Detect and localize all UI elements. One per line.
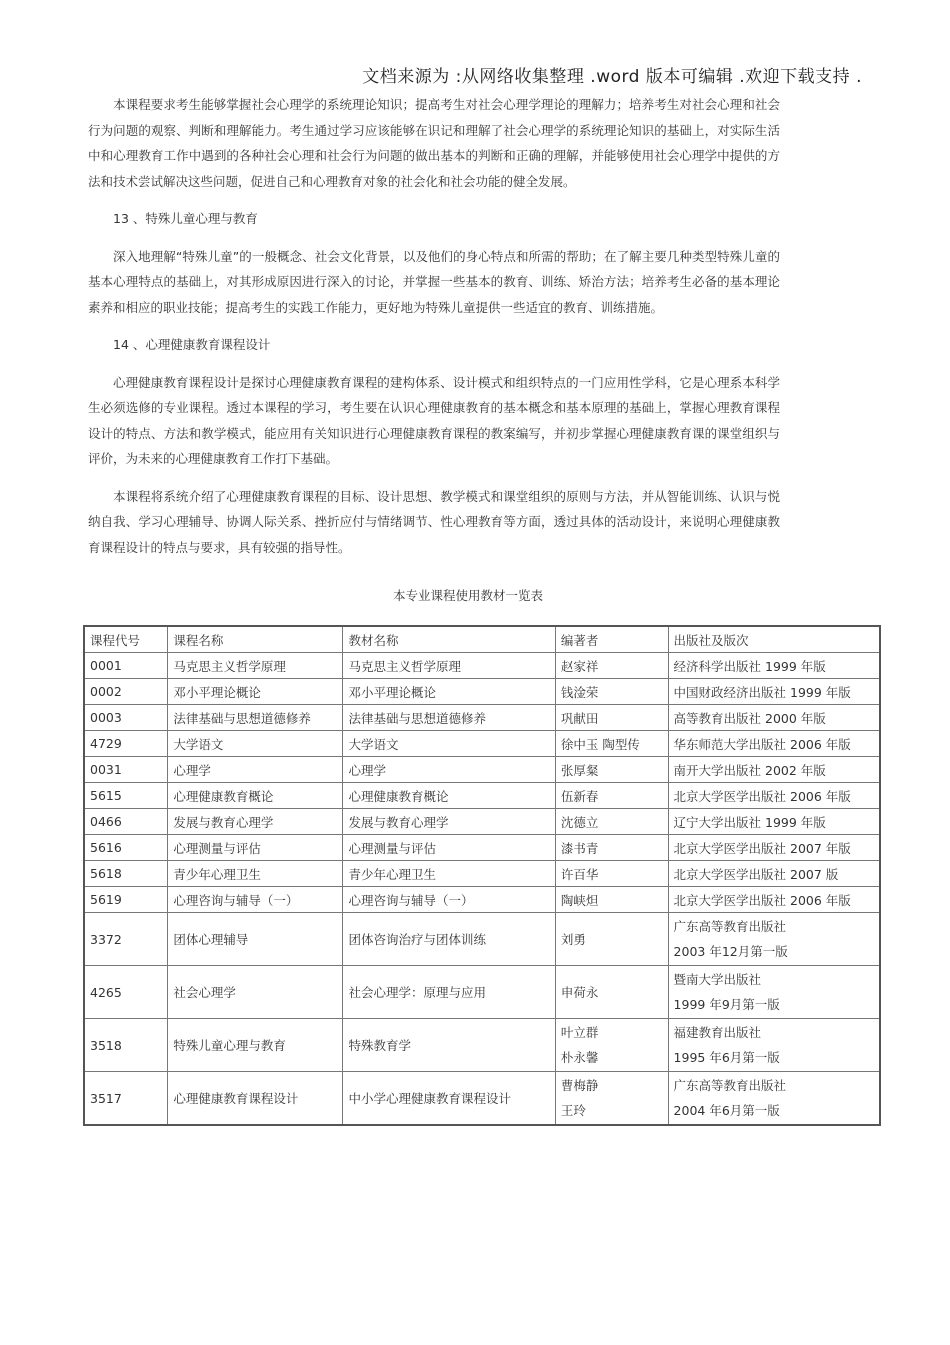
cell-book: 心理测量与评估	[343, 835, 555, 861]
textbook-table	[83, 625, 881, 1126]
header-course: 课程名称	[168, 626, 343, 653]
cell-publisher: 华东师范大学出版社 2006 年版	[668, 731, 880, 757]
cell-book: 社会心理学：原理与应用	[343, 966, 555, 1019]
header-author: 编著者	[555, 626, 668, 653]
paragraph-social-psychology: 本课程要求考生能够掌握社会心理学的系统理论知识；提高考生对社会心理学理论的理解力；培养考生对社会心理和社会行为问题的观察、判断和理解能力。考生通过学习应该能够在识记和理解了社会心理学的系统理论知识的基础上，对实际生活中和心理教育工作中遇到的各种社会心理和社会行为问题的做出基本的判断和正确的理解，并能够使用社会心理学中提供的方法和技术尝试解决这些问题，促进自己和心理教育对象的社会化和社会功能的健全发展。	[88, 97, 780, 189]
cell-code: 0001	[84, 653, 168, 679]
section-heading-14: 14 、心理健康教育课程设计	[113, 337, 271, 352]
cell-publisher: 北京大学医学出版社 2006 年版	[668, 783, 880, 809]
cell-book: 邓小平理论概论	[343, 679, 555, 705]
cell-author: 漆书青	[555, 835, 668, 861]
cell-publisher	[668, 913, 880, 966]
cell-publisher: 经济科学出版社 1999 年版	[668, 653, 880, 679]
cell-author: 伍新春	[555, 783, 668, 809]
table-row	[84, 679, 880, 705]
table-row	[84, 861, 880, 887]
cell-book: 青少年心理卫生	[343, 861, 555, 887]
author-name: 刘勇	[560, 931, 586, 947]
cell-course: 心理测量与评估	[168, 835, 343, 861]
cell-author: 许百华	[555, 861, 668, 887]
table-header-row	[84, 626, 880, 653]
cell-book: 特殊教育学	[343, 1019, 555, 1072]
cell-course: 心理咨询与辅导（一）	[168, 887, 343, 913]
cell-course: 邓小平理论概论	[168, 679, 343, 705]
publisher-line: 广东高等教育出版社	[673, 919, 787, 934]
publisher-line: 1995 年6月第一版	[673, 1050, 780, 1065]
cell-author	[555, 1019, 668, 1072]
document-body	[88, 92, 780, 572]
cell-book: 法律基础与思想道德修养	[343, 705, 555, 731]
cell-publisher: 南开大学出版社 2002 年版	[668, 757, 880, 783]
paragraph-course-design-2: 本课程将系统介绍了心理健康教育课程的目标、设计思想、教学模式和课堂组织的原则与方法，并从智能训练、认识与悦纳自我、学习心理辅导、协调人际关系、挫折应付与情绪调节、性心理教育等方面，透过具体的活动设计，来说明心理健康教育课程设计的特点与要求，具有较强的指导性。	[88, 488, 780, 555]
cell-publisher: 高等教育出版社 2000 年版	[668, 705, 880, 731]
author-name: 朴永馨	[560, 1050, 599, 1065]
author-name: 王玲	[560, 1103, 586, 1118]
cell-course: 心理健康教育概论	[168, 783, 343, 809]
table-row	[84, 705, 880, 731]
cell-publisher	[668, 1019, 880, 1072]
cell-publisher	[668, 966, 880, 1019]
cell-code: 0031	[84, 757, 168, 783]
cell-code: 3372	[84, 913, 168, 966]
publisher-line: 2004 年6月第一版	[673, 1103, 780, 1118]
cell-code: 4729	[84, 731, 168, 757]
paragraph-special-children: 深入地理解“特殊儿童”的一般概念、社会文化背景，以及他们的身心特点和所需的帮助；在了解主要几种类型特殊儿童的基本心理特点的基础上，对其形成原因进行深入的讨论，并掌握一些基本的教育、训练、矫治方法；培养考生必备的基本理论素养和相应的职业技能；提高考生的实践工作能力，更好地为特殊儿童提供一些适宜的教育、训练措施。	[88, 248, 780, 315]
cell-code: 4265	[84, 966, 168, 1019]
cell-author: 赵家祥	[555, 653, 668, 679]
cell-author: 张厚粲	[555, 757, 668, 783]
cell-course: 特殊儿童心理与教育	[168, 1019, 343, 1072]
table-row	[84, 653, 880, 679]
table-row	[84, 835, 880, 861]
cell-code: 5615	[84, 783, 168, 809]
cell-course: 马克思主义哲学原理	[168, 653, 343, 679]
cell-publisher: 北京大学医学出版社 2007 版	[668, 861, 880, 887]
cell-course: 心理学	[168, 757, 343, 783]
cell-book: 中小学心理健康教育课程设计	[343, 1072, 555, 1126]
cell-author: 沈德立	[555, 809, 668, 835]
cell-course: 心理健康教育课程设计	[168, 1072, 343, 1126]
paragraph-course-design-1: 心理健康教育课程设计是探讨心理健康教育课程的建构体系、设计模式和组织特点的一门应用性学科，它是心理系本科学生必须选修的专业课程。透过本课程的学习，考生要在认识心理健康教育的基本概念和基本原理的基础上，掌握心理教育课程设计的特点、方法和教学模式，能应用有关知识进行心理健康教育课程的教案编写，并初步掌握心理健康教育课的课堂组织与评价，为未来的心理健康教育工作打下基础。	[88, 374, 780, 466]
table-row	[84, 1072, 880, 1126]
cell-code: 3518	[84, 1019, 168, 1072]
publisher-line: 1999 年9月第一版	[673, 997, 780, 1012]
cell-course: 团体心理辅导	[168, 913, 343, 966]
author-name: 申荷永	[560, 984, 599, 1000]
cell-code: 0003	[84, 705, 168, 731]
cell-course: 大学语文	[168, 731, 343, 757]
cell-author	[555, 913, 668, 966]
author-name: 曹梅静	[560, 1078, 599, 1093]
header-note: 文档来源为 :从网络收集整理 .word 版本可编辑 .欢迎下载支持 .	[362, 67, 862, 87]
cell-publisher: 北京大学医学出版社 2007 年版	[668, 835, 880, 861]
publisher-line: 2003 年12月第一版	[673, 944, 788, 959]
cell-author: 钱淦荣	[555, 679, 668, 705]
header-publisher: 出版社及版次	[668, 626, 880, 653]
cell-course: 法律基础与思想道德修养	[168, 705, 343, 731]
table-row	[84, 887, 880, 913]
cell-author: 徐中玉 陶型传	[555, 731, 668, 757]
table-row	[84, 809, 880, 835]
cell-course: 社会心理学	[168, 966, 343, 1019]
cell-author: 陶峡炟	[555, 887, 668, 913]
cell-author: 巩献田	[555, 705, 668, 731]
cell-code: 5619	[84, 887, 168, 913]
cell-book: 马克思主义哲学原理	[343, 653, 555, 679]
cell-book: 心理咨询与辅导（一）	[343, 887, 555, 913]
cell-code: 3517	[84, 1072, 168, 1126]
publisher-line: 广东高等教育出版社	[673, 1078, 787, 1093]
table-row	[84, 966, 880, 1019]
cell-publisher: 中国财政经济出版社 1999 年版	[668, 679, 880, 705]
cell-author	[555, 966, 668, 1019]
cell-code: 5618	[84, 861, 168, 887]
publisher-line: 暨南大学出版社	[673, 972, 762, 987]
cell-course: 发展与教育心理学	[168, 809, 343, 835]
section-heading-13: 13 、特殊儿童心理与教育	[113, 211, 258, 226]
cell-book: 心理学	[343, 757, 555, 783]
cell-book: 大学语文	[343, 731, 555, 757]
header-code: 课程代号	[84, 626, 168, 653]
publisher-line: 福建教育出版社	[673, 1025, 762, 1040]
cell-publisher: 北京大学医学出版社 2006 年版	[668, 887, 880, 913]
table-row	[84, 731, 880, 757]
cell-course: 青少年心理卫生	[168, 861, 343, 887]
cell-book: 心理健康教育概论	[343, 783, 555, 809]
cell-code: 5616	[84, 835, 168, 861]
header-book: 教材名称	[343, 626, 555, 653]
table-row	[84, 1019, 880, 1072]
cell-book: 团体咨询治疗与团体训练	[343, 913, 555, 966]
table-row	[84, 913, 880, 966]
cell-code: 0002	[84, 679, 168, 705]
cell-author	[555, 1072, 668, 1126]
cell-book: 发展与教育心理学	[343, 809, 555, 835]
cell-publisher: 辽宁大学出版社 1999 年版	[668, 809, 880, 835]
cell-code: 0466	[84, 809, 168, 835]
table-row	[84, 783, 880, 809]
table-row	[84, 757, 880, 783]
author-name: 叶立群	[560, 1025, 599, 1040]
cell-publisher	[668, 1072, 880, 1126]
table-title: 本专业课程使用教材一览表	[392, 588, 543, 603]
